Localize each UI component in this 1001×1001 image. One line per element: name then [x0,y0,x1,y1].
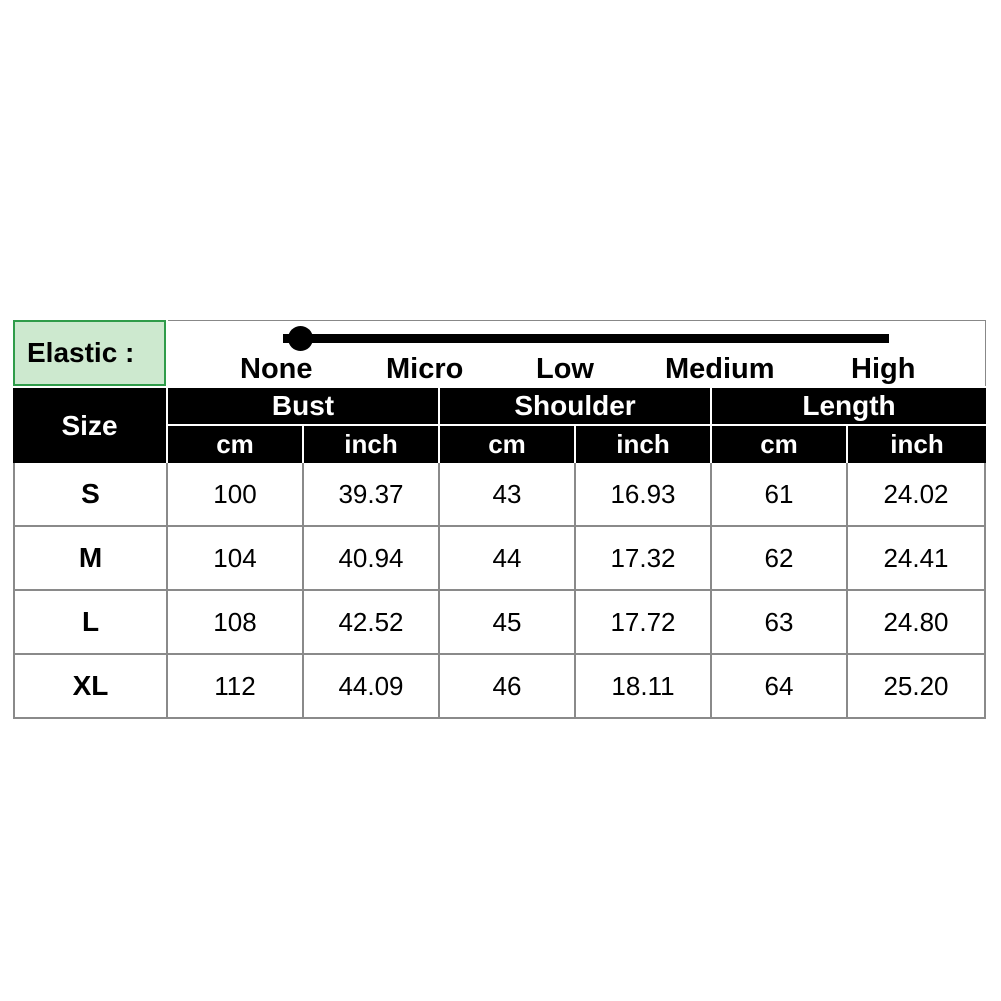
unit-header-shoulder-inch: inch [576,426,710,463]
elastic-scale [168,320,986,386]
unit-header-bust-cm: cm [168,426,302,463]
value-cell: 24.80 [848,591,986,655]
elastic-indicator-dot [288,326,313,351]
value-cell: 44.09 [304,655,440,719]
value-cell: 16.93 [576,463,712,527]
unit-header-length-cm: cm [712,426,846,463]
value-cell: 42.52 [304,591,440,655]
elastic-track [283,334,889,343]
size-cell: XL [13,655,168,719]
value-cell: 112 [168,655,304,719]
value-cell: 24.02 [848,463,986,527]
size-cell: M [13,527,168,591]
unit-header-length-inch: inch [848,426,986,463]
value-cell: 40.94 [304,527,440,591]
size-cell: S [13,463,168,527]
shoulder-header: Shoulder [440,388,710,424]
value-cell: 100 [168,463,304,527]
value-cell: 25.20 [848,655,986,719]
elastic-level-low: Low [536,353,594,385]
value-cell: 24.41 [848,527,986,591]
elastic-label: Elastic : [13,320,166,386]
size-table-body [13,463,986,717]
table-row [13,463,986,527]
value-cell: 63 [712,591,848,655]
unit-header-shoulder-cm: cm [440,426,574,463]
value-cell: 43 [440,463,576,527]
value-cell: 17.72 [576,591,712,655]
value-cell: 45 [440,591,576,655]
table-row [13,527,986,591]
elastic-level-medium: Medium [665,353,775,385]
value-cell: 62 [712,527,848,591]
value-cell: 61 [712,463,848,527]
table-row [13,591,986,655]
value-cell: 46 [440,655,576,719]
table-row [13,655,986,719]
size-cell: L [13,591,168,655]
value-cell: 104 [168,527,304,591]
value-cell: 39.37 [304,463,440,527]
value-cell: 44 [440,527,576,591]
length-header: Length [712,388,986,424]
elastic-level-none: None [240,353,313,385]
bust-header: Bust [168,388,438,424]
value-cell: 17.32 [576,527,712,591]
elastic-level-high: High [851,353,916,385]
elastic-level-micro: Micro [386,353,464,385]
size-column-header: Size [13,388,166,463]
value-cell: 18.11 [576,655,712,719]
size-chart [13,320,986,717]
value-cell: 108 [168,591,304,655]
value-cell: 64 [712,655,848,719]
unit-header-bust-inch: inch [304,426,438,463]
